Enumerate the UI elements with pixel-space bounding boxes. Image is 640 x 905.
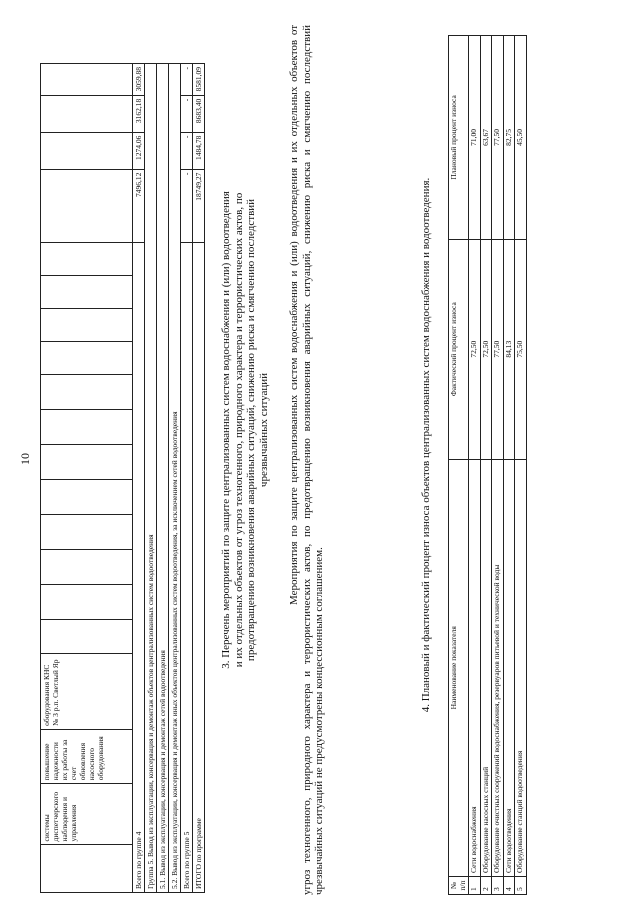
table-cell: 84,13 (503, 239, 515, 459)
table-cell: 82,75 (503, 36, 515, 240)
table-row (133, 64, 145, 893)
table-cell: 72,50 (469, 239, 481, 459)
table-cell: 1 (469, 877, 481, 895)
table-row (157, 64, 169, 893)
table-cell: 71,00 (469, 36, 481, 240)
table-cell: Оборудование насосных станций (480, 459, 492, 876)
table-row (169, 64, 181, 893)
section3-title: 3. Перечень мероприятий по защите централизованных систем водоснабжения и (или) водоотведения и их отдельных объектов от угроз техногенного, природного характера и террористических актов, по предотвращению возникновения аварийных ситуаций, снижению риска и смягчению последствий чрезвычайных ситуаций (220, 191, 270, 669)
wear-table (448, 35, 527, 895)
table-row (181, 64, 193, 893)
page-number: 10 (18, 453, 32, 465)
table-cell: - (181, 132, 193, 169)
table-cell: Всего по группе 5 (181, 242, 193, 892)
table-cell: - (181, 95, 193, 132)
table-cell: Оборудование очистных сооружений водоснабжения, резервуаров питьевой и технической воды (492, 459, 504, 876)
table-cell: - (181, 169, 193, 242)
table-cell: 4 (503, 877, 515, 895)
table-cell: 18749,27 (193, 169, 205, 242)
table-cell: повышение надежности их работы за счет обновления насосного оборудования (41, 729, 133, 783)
table-header-cell: Наименование показателя (449, 459, 469, 876)
table-cell: оборудования КНС № 3 р.п. Светлый Яр (41, 654, 133, 730)
table-cell: 72,50 (480, 239, 492, 459)
table-cell: 1484,78 (193, 132, 205, 169)
table-cell: системы диспетчерского наблюдения и управления (41, 784, 133, 845)
table-row (41, 64, 133, 893)
table-cell: Сети водоотведения (503, 459, 515, 876)
table-cell: 3059,88 (133, 64, 145, 96)
table-header-cell: № п/п (449, 877, 469, 895)
table-cell: 5 (515, 877, 527, 895)
table-row (480, 36, 492, 895)
table-cell: Сети водоснабжения (469, 459, 481, 876)
table-cell: 3162,18 (133, 95, 145, 132)
table-row (515, 36, 527, 895)
table-header-cell: Фактический процент износа (449, 239, 469, 459)
table-cell: - (181, 64, 193, 96)
table-cell: 77,50 (492, 239, 504, 459)
table-cell: 7496,12 (133, 169, 145, 242)
table-cell: 3 (492, 877, 504, 895)
section4-title: 4. Плановый и фактический процент износа объектов централизованных систем водоснабжения и водоотведения. (420, 177, 432, 713)
table-cell: Группа 5. Вывод из эксплуатации, консервация и демонтаж объектов централизованных систем водоотведения (145, 64, 157, 893)
table-header-cell: Плановый процент износа (449, 36, 469, 240)
table-cell: 63,67 (480, 36, 492, 240)
table-cell: 2 (480, 877, 492, 895)
program-table (40, 63, 205, 893)
table-cell: 45,50 (515, 36, 527, 240)
table-cell: 5.1. Вывод из эксплуатации, консервация и демонтаж сетей водоотведения (157, 64, 169, 893)
table-row (145, 64, 157, 893)
table-cell: Всего по группе 4 (133, 242, 145, 892)
table-row (469, 36, 481, 895)
table-cell: 1274,06 (133, 132, 145, 169)
section3-paragraph: Мероприятия по защите централизованных систем водоснабжения и (или) водоотведения и их отдельных объектов от угроз техногенного, природного характера и террористических актов, по предотвращению возникновения аварийных ситуаций, снижению риска и смягчению последствий чрезвычайных ситуаций не предусмотрены концессионным соглашением. (288, 25, 325, 895)
table-cell: Оборудование станций водоотведения (515, 459, 527, 876)
table-cell: 77,50 (492, 36, 504, 240)
table-row (492, 36, 504, 895)
table-cell: 8581,09 (193, 64, 205, 96)
table-cell: 8683,40 (193, 95, 205, 132)
table-cell: 75,50 (515, 239, 527, 459)
table-row (193, 64, 205, 893)
table-cell: ИТОГО по программе (193, 242, 205, 892)
table-row (503, 36, 515, 895)
table-row (449, 36, 469, 895)
table-cell: 5.2. Вывод из эксплуатации, консервация и демонтаж иных объектов централизованных систем водоотведения, за исключением сетей водоотведения (169, 64, 181, 893)
